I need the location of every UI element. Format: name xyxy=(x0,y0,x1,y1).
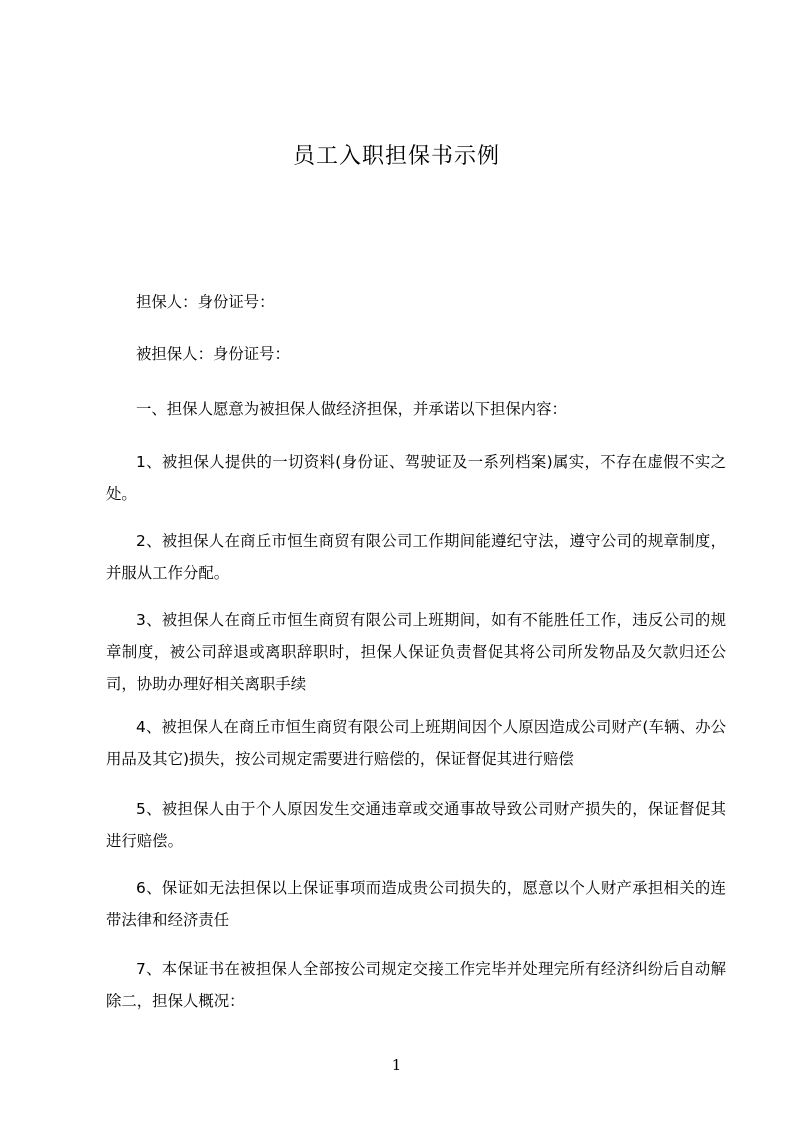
clause-4: 4、被担保人在商丘市恒生商贸有限公司上班期间因个人原因造成公司财产(车辆、办公用品及其它)损失，按公司规定需要进行赔偿的，保证督促其进行赔偿 xyxy=(106,718,726,768)
page-number: 1 xyxy=(391,1056,402,1074)
clause-6: 6、保证如无法担保以上保证事项而造成贵公司损失的，愿意以个人财产承担相关的连带法律和经济责任 xyxy=(106,879,726,929)
document-title: 员工入职担保书示例 xyxy=(292,144,500,169)
clause-3: 3、被担保人在商丘市恒生商贸有限公司上班期间，如有不能胜任工作，违反公司的规章制度，被公司辞退或离职辞职时，担保人保证负责督促其将公司所发物品及欠款归还公司，协助办理好相关离职手续 xyxy=(106,611,726,693)
clause-1: 1、被担保人提供的一切资料(身份证、驾驶证及一系列档案)属实，不存在虚假不实之处。 xyxy=(106,453,726,503)
guarantor-field: 担保人：身份证号： xyxy=(136,293,275,311)
clause-5: 5、被担保人由于个人原因发生交通违章或交通事故导致公司财产损失的，保证督促其进行赔偿。 xyxy=(106,800,726,850)
section-intro: 一、担保人愿意为被担保人做经济担保，并承诺以下担保内容： xyxy=(136,400,567,418)
clause-7: 7、本保证书在被担保人全部按公司规定交接工作完毕并处理完所有经济纠纷后自动解除二，担保人概况： xyxy=(106,960,726,1010)
guaranteed-field: 被担保人：身份证号： xyxy=(136,345,290,363)
clause-2: 2、被担保人在商丘市恒生商贸有限公司工作期间能遵纪守法，遵守公司的规章制度，并服从工作分配。 xyxy=(106,532,726,582)
